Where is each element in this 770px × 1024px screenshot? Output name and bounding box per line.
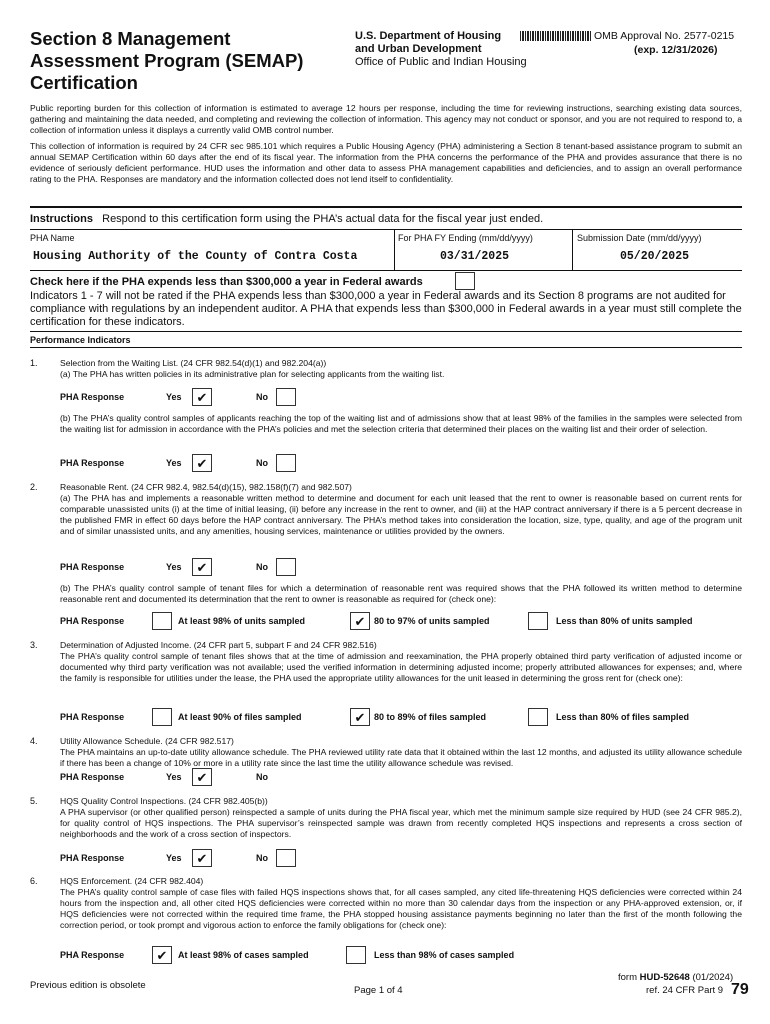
yes-label: Yes: [166, 772, 182, 782]
checkmark-icon: ✔: [196, 851, 208, 866]
indicator-6-text: The PHA’s quality control sample of case files with failed HQS inspections shows that, for all cases sampled, any cited life-threatening HQS deficiencies were corrected within 24 hours from the inspection and, all other cited HQS deficiencies were corrected within no more than 30 calendar days from the inspection or any PHA-approved extension, or, if HQS deficiencies were not corrected within the required time frame, the PHA stopped housing assistance payments beginning no later than the first of the month following the correction period, or took prompt and vigorous action to enforce the family obligations for (check one):: [60, 887, 742, 930]
agency-line-1: U.S. Department of Housing: [355, 30, 502, 42]
instructions: [30, 213, 543, 225]
divider: [30, 347, 742, 348]
pha-response-label: PHA Response: [60, 616, 125, 626]
form-prefix: form: [618, 972, 637, 983]
omb-approval: OMB Approval No. 2577-0215: [594, 30, 735, 42]
indicator-3-title: Determination of Adjusted Income. (24 CFR part 5, subpart F and 24 CFR 982.516): [60, 640, 377, 650]
indicator-5-no-checkbox[interactable]: [276, 849, 296, 867]
divider: [30, 270, 742, 271]
form-number: [618, 972, 733, 983]
option-label: Less than 98% of cases sampled: [374, 950, 515, 960]
instructions-text: Respond to this certification form using the PHA’s actual data for the fiscal year just ended.: [102, 213, 544, 225]
yes-label: Yes: [166, 853, 182, 863]
indicator-5-text: A PHA supervisor (or other qualified person) reinspected a sample of units during the PHA fiscal year, which met the minimum sample size required by HUD (see 24 CFR 985.2), for quality control of HQS inspections. The PHA supervisor’s reinspected sample was drawn from recently completed HQS inspections and represents a cross section of neighborhoods and the work of a cross section of inspectors.: [60, 807, 742, 839]
indicator-2a-no-checkbox[interactable]: [276, 558, 296, 576]
option-label: At least 90% of files sampled: [178, 712, 302, 722]
sheet-number: 79: [731, 981, 749, 998]
checkmark-icon: ✔: [354, 614, 366, 629]
indicator-4-title: Utility Allowance Schedule. (24 CFR 982.517): [60, 736, 234, 746]
fy-ending-label: For PHA FY Ending (mm/dd/yyyy): [398, 233, 533, 243]
under-300k-note: Indicators 1 - 7 will not be rated if the PHA expends less than $300,000 a year in Federal awards and its Section 8 programs are not audited for compliance with regulations by an independent auditor. A PHA that expends less than $300,000 in Federal awards in a year must still complete the certification for these indicators.: [30, 290, 742, 328]
under-300k-label: Check here if the PHA expends less than $300,000 a year in Federal awards: [30, 276, 423, 288]
option-label: Less than 80% of files sampled: [556, 712, 690, 722]
checkmark-icon: ✔: [196, 770, 208, 785]
form-date: (01/2024): [692, 972, 734, 983]
indicator-4-yes-checkbox[interactable]: [192, 768, 212, 786]
divider: [30, 229, 742, 230]
indicator-1-title: Selection from the Waiting List. (24 CFR 982.54(d)(1) and 982.204(a)): [60, 358, 327, 368]
omb-expiration: (exp. 12/31/2026): [634, 44, 718, 56]
indicator-1b-no-checkbox[interactable]: [276, 454, 296, 472]
indicator-3-opt2-checkbox[interactable]: [350, 708, 370, 726]
submission-date-field[interactable]: 05/20/2025: [620, 250, 690, 263]
checkmark-icon: ✔: [196, 456, 208, 471]
indicator-3-opt3-checkbox[interactable]: [528, 708, 548, 726]
indicator-6-opt2-checkbox[interactable]: [346, 946, 366, 964]
form-title: Section 8 Management Assessment Program (SEMAP) Certification: [30, 28, 304, 93]
indicator-1a-text: (a) The PHA has written policies in its administrative plan for selecting applicants from the waiting list.: [60, 369, 445, 379]
pha-name-field[interactable]: Housing Authority of the County of Contra Costa: [33, 250, 358, 263]
indicator-2b-opt3-checkbox[interactable]: [528, 612, 548, 630]
submission-date-label: Submission Date (mm/dd/yyyy): [577, 233, 702, 243]
burden-statement: Public reporting burden for this collection of information is estimated to average 12 hours per response, including the time for reviewing instructions, searching existing data sources, gathering and maintaining the data needed, and completing and reviewing the collection of information. This agency may not conduct or sponsor, and you are not required to respond to, a collection of information unless it displays a currently valid OMB control number.: [30, 103, 742, 135]
indicator-number: 3.: [30, 640, 38, 650]
checkmark-icon: ✔: [354, 710, 366, 725]
indicator-1a-yes-checkbox[interactable]: [192, 388, 212, 406]
indicator-2a-text: (a) The PHA has and implements a reasonable written method to determine and document for each unit leased that the rent to owner is reasonable based on current rents for comparable unassisted units (i) at the time of initial leasing, (ii) before any increase in the rent to owner, and (iii) at the HAP contract anniversary if there is a 5 percent decrease in the published FMR in effect 60 days before the HAP contract anniversary. The PHA’s method takes into consideration the location, size, type, quality, and age of the program unit and of similar unassisted units, and any amenities, housing services, maintenance or utilities provided by the owners.: [60, 493, 742, 536]
indicator-2a-yes-checkbox[interactable]: [192, 558, 212, 576]
indicator-number: 2.: [30, 482, 38, 492]
indicator-1b-yes-checkbox[interactable]: [192, 454, 212, 472]
yes-label: Yes: [166, 458, 182, 468]
indicator-1b-text: (b) The PHA’s quality control samples of applicants reaching the top of the waiting list and of admissions show that at least 98% of the families in the samples were selected from the waiting list for admission in accordance with the PHA’s policies and met the selection criteria that determined their places on the waiting list and their order of selection.: [60, 413, 742, 434]
no-label: No: [256, 392, 268, 402]
indicator-4-text: The PHA maintains an up-to-date utility allowance schedule. The PHA reviewed utility rate data that it obtained within the last 12 months, and adjusted its utility allowance schedule if there has been a change of 10% or more in a utility rate since the last time the utility allowance schedule was revised.: [60, 747, 742, 768]
indicator-number: 4.: [30, 736, 38, 746]
divider: [30, 206, 742, 208]
indicator-3-opt1-checkbox[interactable]: [152, 708, 172, 726]
indicator-5-title: HQS Quality Control Inspections. (24 CFR 982.405(b)): [60, 796, 268, 806]
performance-indicators-heading: Performance Indicators: [30, 335, 131, 345]
pha-response-label: PHA Response: [60, 562, 125, 572]
option-label: 80 to 97% of units sampled: [374, 616, 490, 626]
fy-ending-field[interactable]: 03/31/2025: [440, 250, 510, 263]
pha-response-label: PHA Response: [60, 950, 125, 960]
checkmark-icon: ✔: [196, 390, 208, 405]
indicator-1a-no-checkbox[interactable]: [276, 388, 296, 406]
indicator-6-opt1-checkbox[interactable]: [152, 946, 172, 964]
yes-label: Yes: [166, 562, 182, 572]
form-id: HUD-52648: [639, 972, 690, 983]
divider: [30, 331, 742, 332]
pha-response-label: PHA Response: [60, 772, 125, 782]
no-label: No: [256, 562, 268, 572]
pha-response-label: PHA Response: [60, 712, 125, 722]
option-label: Less than 80% of units sampled: [556, 616, 693, 626]
indicator-2b-opt1-checkbox[interactable]: [152, 612, 172, 630]
pha-response-label: PHA Response: [60, 392, 125, 402]
agency-block: [355, 30, 527, 69]
barcode-graphic: [520, 31, 592, 41]
yes-label: Yes: [166, 392, 182, 402]
agency-line-3: Office of Public and Indian Housing: [355, 56, 527, 68]
pha-response-label: PHA Response: [60, 853, 125, 863]
previous-edition-note: Previous edition is obsolete: [30, 980, 146, 991]
indicator-number: 5.: [30, 796, 38, 806]
checkmark-icon: ✔: [156, 948, 168, 963]
indicator-2b-opt2-checkbox[interactable]: [350, 612, 370, 630]
pha-name-label: PHA Name: [30, 233, 75, 243]
page-number: Page 1 of 4: [354, 985, 403, 996]
instructions-label: Instructions: [30, 213, 93, 225]
indicator-3-text: The PHA’s quality control sample of tenant files shows that at the time of admission and reexamination, the PHA properly obtained third party verification of adjusted income or documented why third party verification was not available; used the verified information in determining adjusted income; properly attributed allowances for expenses; and, where the family is responsible for utilities under the lease, the PHA used the appropriate utility allowances for the unit leased in determining the gross rent for (check one):: [60, 651, 742, 683]
indicator-number: 6.: [30, 876, 38, 886]
no-label: No: [256, 772, 268, 782]
no-label: No: [256, 853, 268, 863]
indicator-number: 1.: [30, 358, 38, 368]
indicator-2b-text: (b) The PHA’s quality control sample of tenant files for which a determination of reasonable rent was required shows that the PHA followed its written method to determine reasonable rent and documented its determination that the rent to owner is reasonable as required for (check one):: [60, 583, 742, 604]
pha-response-label: PHA Response: [60, 458, 125, 468]
no-label: No: [256, 458, 268, 468]
cfr-reference: ref. 24 CFR Part 9: [646, 985, 724, 996]
option-label: At least 98% of units sampled: [178, 616, 306, 626]
divider: [394, 230, 395, 270]
option-label: At least 98% of cases sampled: [178, 950, 309, 960]
indicator-5-yes-checkbox[interactable]: [192, 849, 212, 867]
option-label: 80 to 89% of files sampled: [374, 712, 487, 722]
authority-statement: This collection of information is required by 24 CFR sec 985.101 which requires a Public Housing Agency (PHA) administering a Section 8 tenant-based assistance program to submit an annual SEMAP Certification within 60 days after the end of its fiscal year. The information from the PHA concerns the performance of the PHA and provides assurance that there is no evidence of seriously deficient performance. HUD uses the information and other data to assess PHA management capabilities and deficiencies, and to assign an overall performance rating to the PHA. Responses are mandatory and the information collected does not lend itself to confidentiality.: [30, 141, 742, 184]
indicator-6-title: HQS Enforcement. (24 CFR 982.404): [60, 876, 204, 886]
checkmark-icon: ✔: [196, 560, 208, 575]
indicator-2-title: Reasonable Rent. (24 CFR 982.4, 982.54(d)(15), 982.158(f)(7) and 982.507): [60, 482, 352, 492]
under-300k-checkbox[interactable]: [455, 272, 475, 290]
agency-line-2: and Urban Development: [355, 43, 482, 55]
divider: [572, 230, 573, 270]
